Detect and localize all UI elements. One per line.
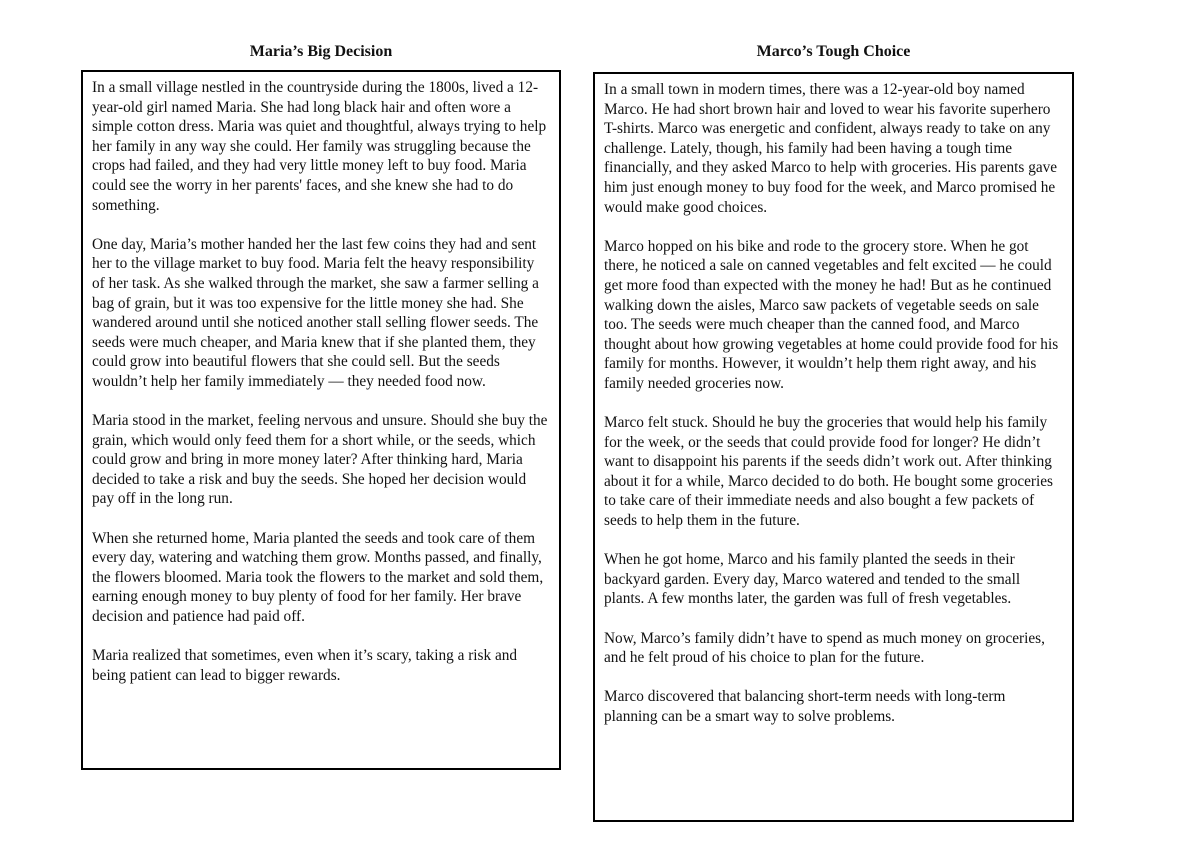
right-story-title: Marco’s Tough Choice [756, 43, 911, 60]
left-story-box [81, 70, 561, 770]
right-story-box [593, 72, 1074, 822]
left-story-paragraph-2: One day, Maria’s mother handed her the last few coins they had and sent her to the village market to buy food. Maria felt the heavy responsibility of her task. As she walked through the market, she saw a farmer selling a bag of grain, but it was too expensive for the little money she had. She wandered around until she noticed another stall selling flower seeds. The seeds were much cheaper, and Maria knew that if she planted them, they could grow into beautiful flowers that she could sell. But the seeds wouldn’t help her family immediately — they needed food now. [92, 235, 539, 390]
right-story-paragraph-3: Marco felt stuck. Should he buy the groceries that would help his family for the week, or the seeds that could provide food for longer? He didn’t want to disappoint his parents if the seeds didn’t work out. After thinking about it for a while, Marco decided to do both. He bought some groceries to take care of their immediate needs and also bought a few packets of seeds to help them in the future. [604, 414, 1054, 530]
right-story-paragraph-5: Now, Marco’s family didn’t have to spend as much money on groceries, and he felt proud of his choice to plan for the future. [604, 629, 1045, 667]
left-story-paragraph-5: Maria realized that sometimes, even when it’s scary, taking a risk and being patient can lead to bigger rewards. [92, 647, 518, 684]
right-story-paragraph-6: Marco discovered that balancing short-term needs with long-term planning can be a smart way to solve problems. [604, 688, 1006, 725]
left-story-paragraph-4: When she returned home, Maria planted the seeds and took care of them every day, watering and watching them grow. Months passed, and finally, the flowers bloomed. Maria took the flowers to the market and sold them, earning enough money to buy plenty of food for her family. Her brave decision and patience had paid off. [92, 529, 544, 626]
left-story-paragraph-3: Maria stood in the market, feeling nervous and unsure. Should she buy the grain, which would only feed them for a short while, or the seeds, which could grow and bring in more money later? After thinking hard, Maria decided to take a risk and buy the seeds. She hoped her decision would pay off in the long run. [92, 412, 548, 508]
left-story-paragraph-1: In a small village nestled in the countryside during the 1800s, lived a 12-year-old girl named Maria. She had long black hair and often wore a simple cotton dress. Maria was quiet and thoughtful, always trying to help her family in any way she could. Her family was struggling because the crops had failed, and they had very little money left to buy food. Maria could see the worry in her parents' faces, and she knew she had to do something. [92, 79, 547, 214]
right-story-paragraph-4: When he got home, Marco and his family planted the seeds in their backyard garden. Every day, Marco watered and tended to the small plants. A few months later, the garden was full of fresh vegetables. [604, 551, 1021, 608]
right-story-paragraph-2: Marco hopped on his bike and rode to the grocery store. When he got there, he noticed a sale on canned vegetables and felt excited — he could get more food than expected with the money he had! But as he continued walking down the aisles, Marco saw packets of vegetable seeds on sale too. The seeds were much cheaper than the canned food, and Marco thought about how growing vegetables at home could provide food for his family for months. However, it wouldn’t help them right away, and his family needed groceries now. [604, 237, 1059, 392]
right-story-paragraph-1: In a small town in modern times, there was a 12-year-old boy named Marco. He had short brown hair and loved to wear his favorite superhero T-shirts. Marco was energetic and confident, always ready to take on any challenge. Lately, though, his family had been having a tough time financially, and they asked Marco to help with groceries. His parents gave him just enough money to buy food for the week, and Marco promised he would make good choices. [604, 81, 1058, 216]
left-story-title: Maria’s Big Decision [249, 43, 393, 60]
